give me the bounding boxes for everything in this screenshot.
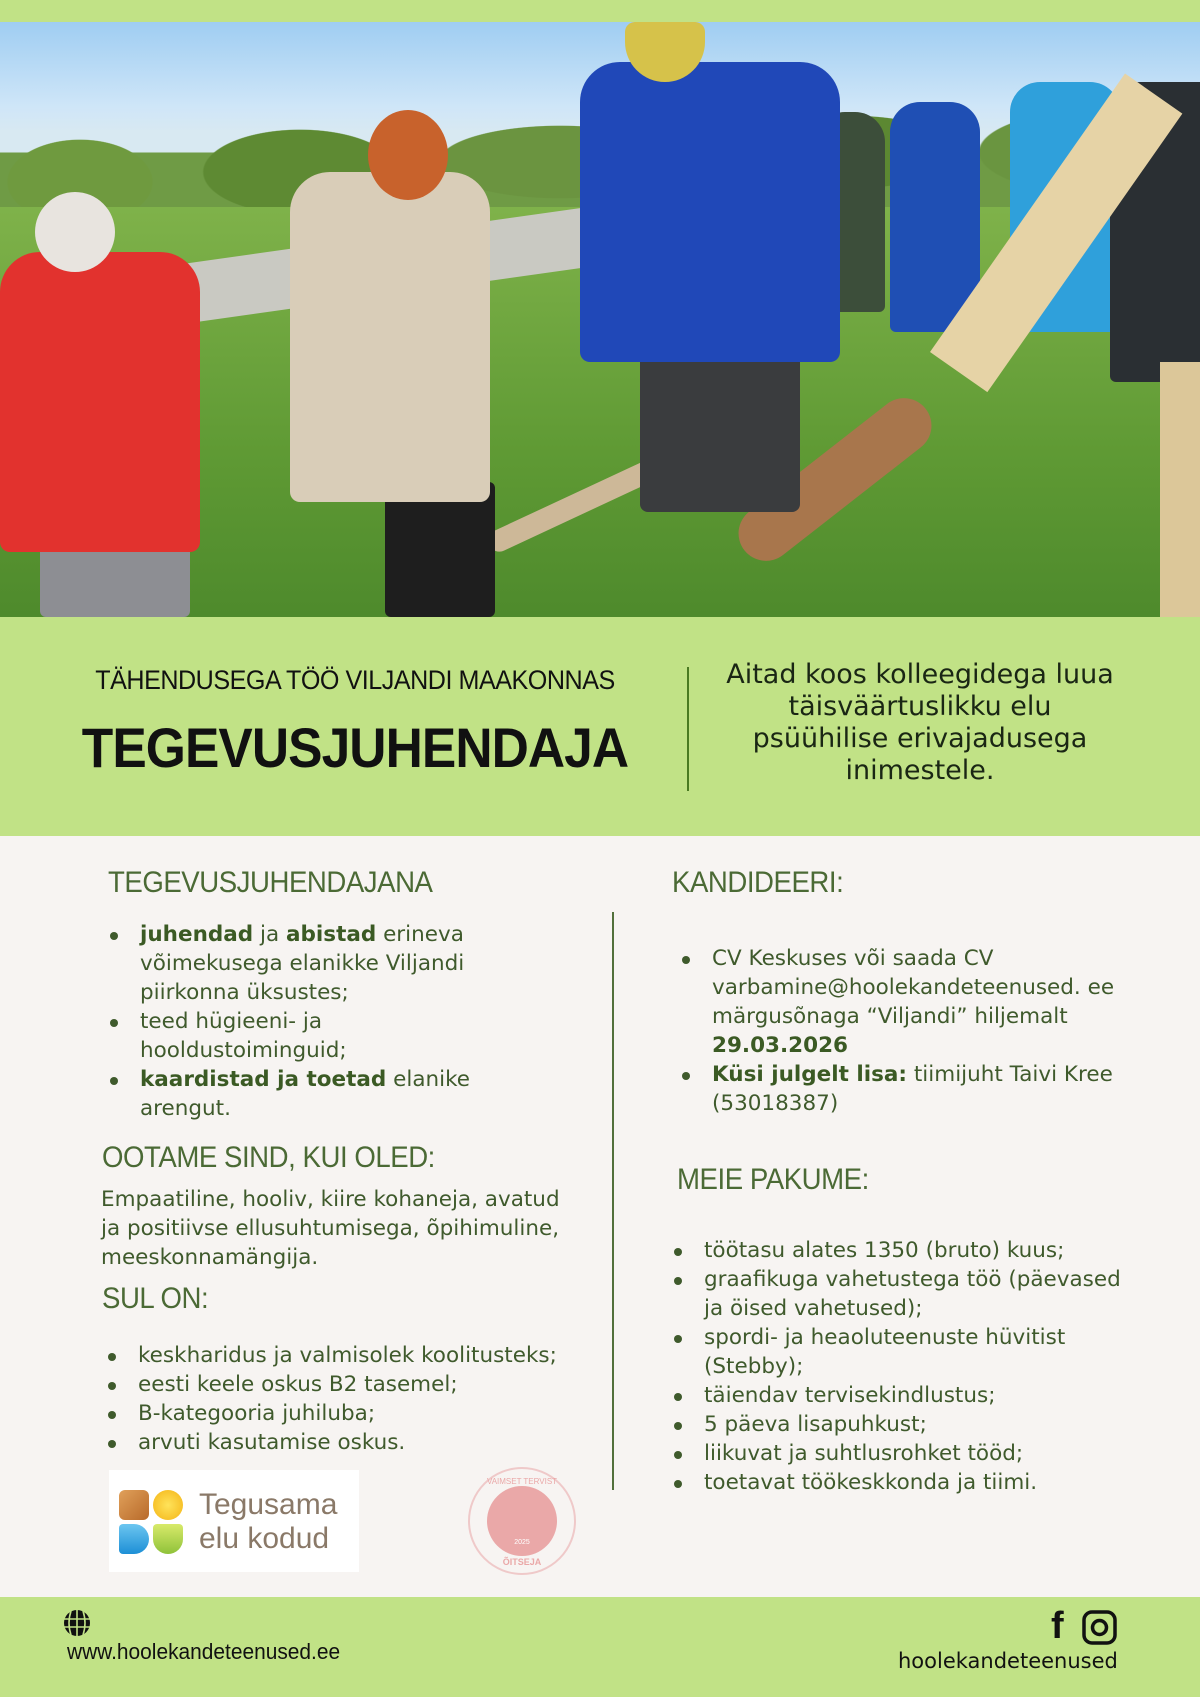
list-item: graafikuga vahetustega töö (päevased ja öised vahetused);	[668, 1265, 1128, 1323]
hero-divider	[687, 667, 689, 791]
photo-person-beige-legs	[385, 482, 495, 617]
requirements-list	[102, 1341, 622, 1457]
photo-person-red	[0, 252, 200, 552]
deadline-date: 29.03.2026	[712, 1033, 849, 1058]
list-item: liikuvat ja suhtlusrohket tööd;	[668, 1439, 1128, 1468]
list-item: täiendav tervisekindlustus;	[668, 1381, 1128, 1410]
bold-text: juhendad	[140, 922, 254, 947]
website-link[interactable]: www.hoolekandeteenused.ee	[67, 1639, 341, 1664]
photo-person-red-head	[35, 192, 115, 272]
duties-heading: TEGEVUSJUHENDAJANA	[108, 866, 433, 899]
photo-wooden-post	[1160, 362, 1200, 617]
list-item: töötasu alates 1350 (bruto) kuus;	[668, 1236, 1128, 1265]
globe-icon	[63, 1609, 91, 1637]
sun-tile-icon	[153, 1490, 183, 1520]
list-item: B-kategooria juhiluba;	[102, 1399, 622, 1428]
list-item: spordi- ja heaoluteenuste hüvitist (Stebby);	[668, 1323, 1128, 1381]
logo-text	[199, 1488, 337, 1556]
contact-text: tiimijuht Taivi Kree (53018387)	[712, 1062, 1113, 1116]
hero-blurb: Aitad koos kolleegidega luua täisväärtuslikku elu psüühilise erivajadusega inimestele.	[726, 659, 1114, 786]
badge-year: 2025	[514, 1539, 530, 1546]
photo-person-beige	[290, 172, 490, 502]
top-green-strip	[0, 0, 1200, 22]
hero-kicker: TÄHENDUSEGA TÖÖ VILJANDI MAAKONNAS	[95, 665, 615, 695]
sky-tile-icon	[119, 1524, 149, 1554]
apply-heading: KANDIDEERI:	[672, 866, 844, 899]
facebook-icon[interactable]: f	[1051, 1605, 1064, 1647]
duties-list	[104, 920, 504, 1123]
text: ja	[253, 922, 286, 947]
text: erineva võimekusega elanikke Viljandi piirkonna üksustes;	[140, 922, 465, 1005]
list-item	[676, 1060, 1136, 1118]
tegusama-logo	[109, 1470, 359, 1572]
requirements-heading: SUL ON:	[102, 1282, 209, 1315]
offer-list	[668, 1236, 1128, 1497]
logo-line-2: elu kodud	[199, 1522, 330, 1555]
vaimset-tervist-badge	[468, 1467, 576, 1575]
text: teed hügieeni- ja hooldustoiminguid;	[140, 1009, 347, 1063]
list-item: eesti keele oskus B2 tasemel;	[102, 1370, 622, 1399]
list-item	[676, 944, 1136, 1060]
footer	[0, 1597, 1200, 1697]
badge-bottom-text: ÕITSEJA	[502, 1557, 542, 1567]
grass-tile-icon	[153, 1524, 183, 1554]
list-item: 5 päeva lisapuhkust;	[668, 1410, 1128, 1439]
list-item: toetavat töökeskkonda ja tiimi.	[668, 1468, 1128, 1497]
traits-text: Empaatiline, hooliv, kiire kohaneja, avatud ja positiivse ellusuhtumisega, õpihimuline, meeskonnamängija.	[101, 1187, 560, 1270]
bold-text: kaardistad ja toetad	[140, 1067, 387, 1092]
hero-band	[0, 617, 1200, 836]
bold-text: abistad	[286, 922, 377, 947]
kodu-tiles-icon	[119, 1490, 183, 1554]
list-item: keskharidus ja valmisolek koolitusteks;	[102, 1341, 622, 1370]
page-title: TEGEVUSJUHENDAJA	[81, 716, 629, 779]
hero-photo	[0, 22, 1200, 617]
list-item	[104, 920, 504, 1007]
photo-person-beige-head	[368, 110, 448, 200]
list-item	[104, 1065, 504, 1123]
wood-tile-icon	[119, 1490, 149, 1520]
bold-text: Küsi julgelt lisa:	[712, 1062, 908, 1087]
offer-heading: MEIE PAKUME:	[677, 1163, 869, 1196]
list-item: arvuti kasutamise oskus.	[102, 1428, 622, 1457]
photo-person-blue	[580, 62, 840, 362]
text: elanike arengut.	[140, 1067, 471, 1121]
apply-instructions: CV Keskuses või saada CV varbamine@hoolekandeteenused. ee märgusõnaga “Viljandi” hiljemalt	[712, 946, 1115, 1029]
list-item	[104, 1007, 504, 1065]
logo-line-1: Tegusama	[199, 1488, 338, 1521]
badge-top-text: VAIMSET TERVIST	[486, 1477, 558, 1486]
social-handle[interactable]: hoolekandeteenused	[898, 1649, 1118, 1673]
traits-heading: OOTAME SIND, KUI OLED:	[102, 1141, 435, 1174]
column-divider	[612, 912, 614, 1490]
apply-list	[676, 944, 1136, 1118]
instagram-icon[interactable]	[1082, 1610, 1117, 1645]
